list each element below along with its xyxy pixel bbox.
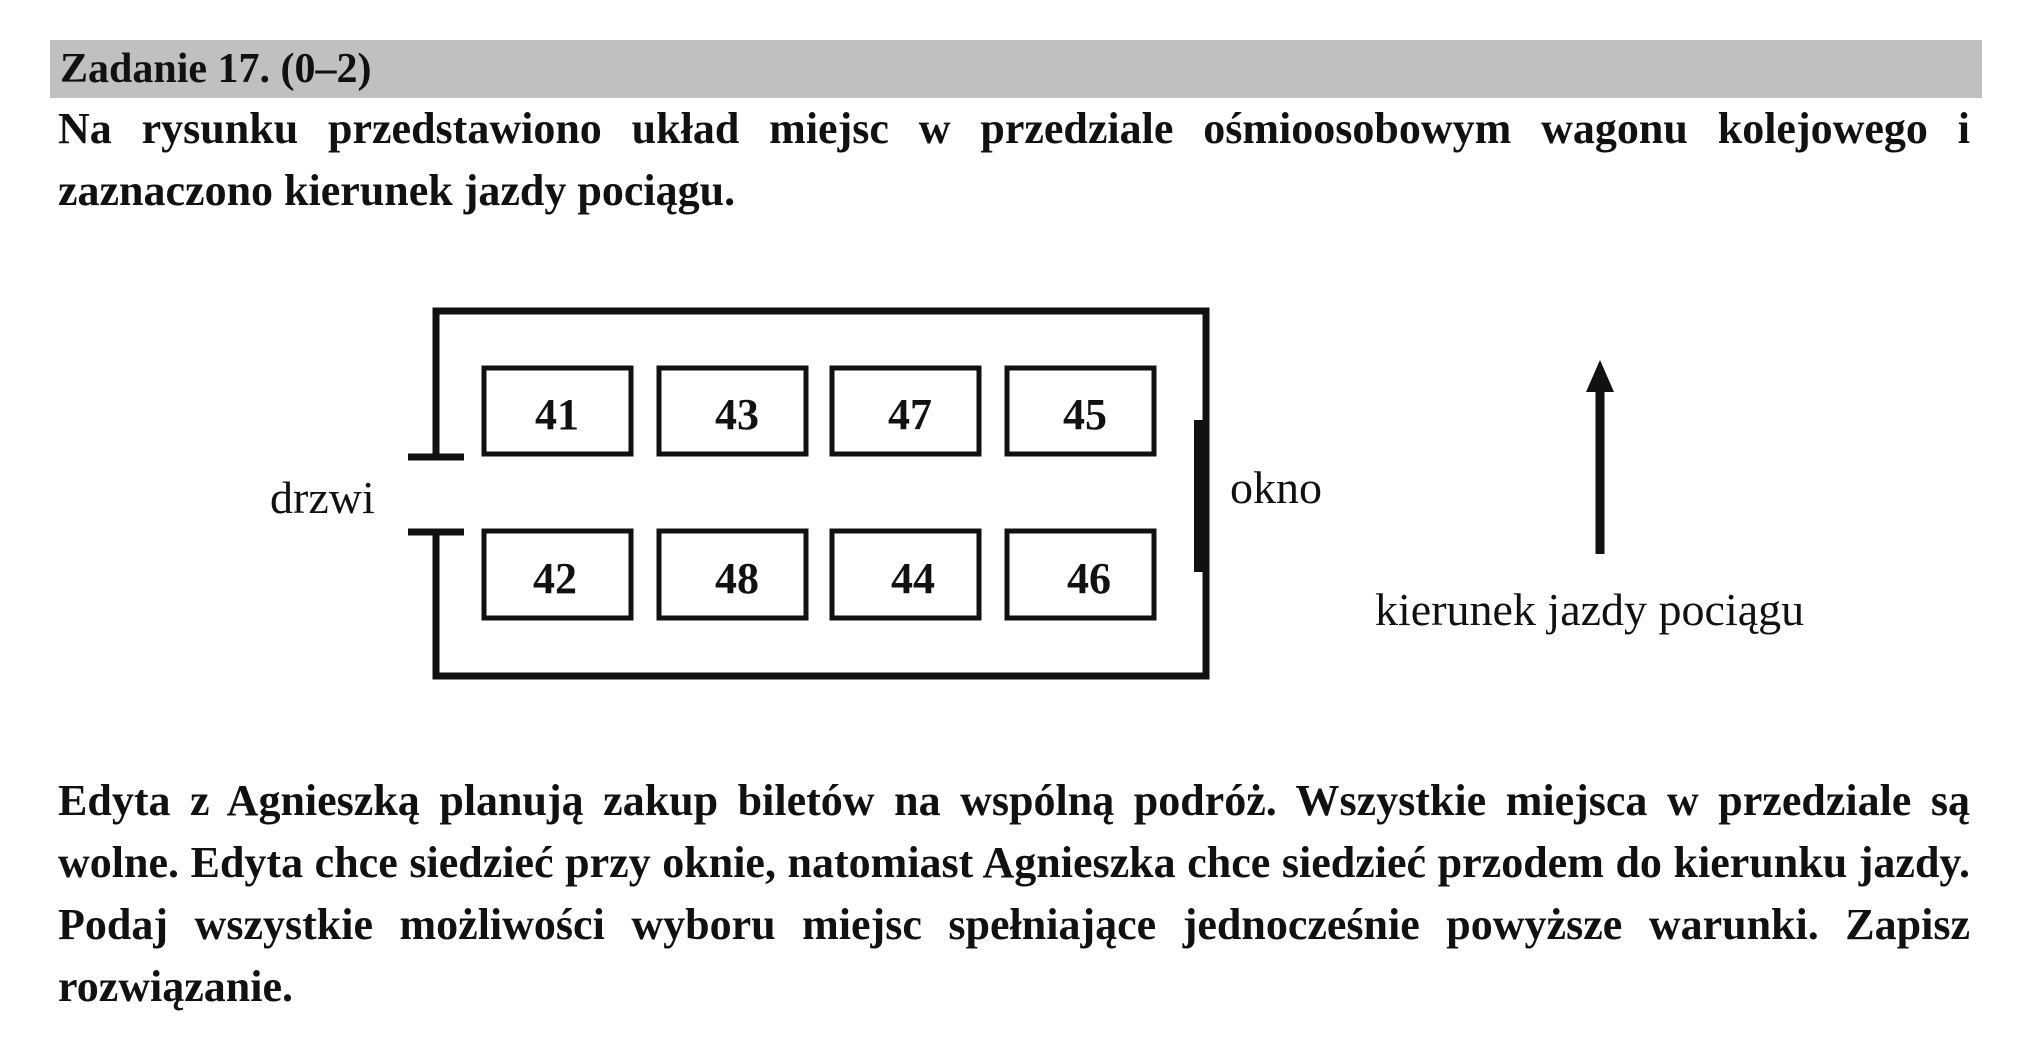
direction-arrow-icon [1586,360,1614,554]
seat-number: 41 [535,390,579,439]
seat-number: 42 [533,554,577,603]
seat-number: 46 [1067,554,1111,603]
direction-label: kierunek jazdy pociągu [1375,584,1805,635]
seat-number: 44 [891,554,935,603]
window-marker [1194,420,1206,572]
seat-number: 45 [1063,390,1107,439]
seat-number: 43 [715,390,759,439]
window-label: okno [1230,462,1322,513]
door-label: drzwi [270,472,375,523]
task-title: Zadanie 17. (0–2) [60,46,372,92]
task-intro-text: Na rysunku przedstawiono układ miejsc w przedziale ośmioosobowym wagonu kolejowego i zaznaczono kierunek jazdy pociągu. [58,104,1970,215]
seat-row-bottom [484,531,1154,618]
seat-number: 48 [715,554,759,603]
task-question-text: Edyta z Agnieszką planują zakup biletów na wspólną podróż. Wszystkie miejsca w przedziale są wolne. Edyta chce siedzieć przy oknie, natomiast Agnieszka chce siedzieć przodem do kierunku jazdy. Podaj wszystkie możliwości wyboru miejsc spełniające jednocześnie powyższe warunki. Zapisz rozwiązanie. [58,776,1970,1011]
seat-number: 47 [888,390,932,439]
seat-row-top [484,368,1154,454]
